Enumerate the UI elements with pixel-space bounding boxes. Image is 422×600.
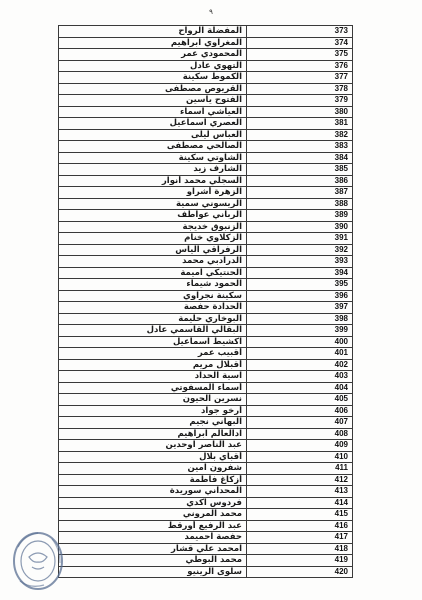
table-row: [59, 233, 353, 245]
row-number-cell: 376: [247, 60, 353, 72]
row-number-cell: 403: [247, 371, 353, 383]
row-number-cell: 402: [247, 359, 353, 371]
row-number-cell: 380: [247, 106, 353, 118]
roster-body: [59, 26, 353, 578]
table-row: [59, 290, 353, 302]
table-row: [59, 313, 353, 325]
table-row: [59, 129, 353, 141]
table-row: [59, 440, 353, 452]
row-number-cell: 413: [247, 486, 353, 498]
row-number-cell: 391: [247, 233, 353, 245]
row-number-cell: 394: [247, 267, 353, 279]
table-row: [59, 486, 353, 498]
row-number-cell: 396: [247, 290, 353, 302]
table-row: [59, 244, 353, 256]
table-row: [59, 26, 353, 38]
person-name-cell: الزكلاوي خنام: [59, 233, 247, 245]
person-name-cell: أقبيب عمر: [59, 348, 247, 360]
person-name-cell: اسية الحداد: [59, 371, 247, 383]
person-name-cell: السجلي محمد أنوار: [59, 175, 247, 187]
row-number-cell: 411: [247, 463, 353, 475]
row-number-cell: 378: [247, 83, 353, 95]
table-row: [59, 463, 353, 475]
table-row: [59, 141, 353, 153]
person-name-cell: محمد المروني: [59, 509, 247, 521]
table-row: [59, 566, 353, 578]
person-name-cell: أقبلال مريم: [59, 359, 247, 371]
person-name-cell: ادالعالم ابراهيم: [59, 428, 247, 440]
person-name-cell: الحنتيكي اميمة: [59, 267, 247, 279]
person-name-cell: الصالحي مصطفى: [59, 141, 247, 153]
person-name-cell: محمد البوطي: [59, 555, 247, 567]
row-number-cell: 399: [247, 325, 353, 337]
person-name-cell: العياشي اسماء: [59, 106, 247, 118]
row-number-cell: 395: [247, 279, 353, 291]
row-number-cell: 389: [247, 210, 353, 222]
person-name-cell: شفرون امين: [59, 463, 247, 475]
row-number-cell: 416: [247, 520, 353, 532]
row-number-cell: 384: [247, 152, 353, 164]
table-row: [59, 405, 353, 417]
row-number-cell: 392: [247, 244, 353, 256]
person-name-cell: الرباني عواطف: [59, 210, 247, 222]
person-name-cell: الزنبوق خديجة: [59, 221, 247, 233]
table-row: [59, 543, 353, 555]
person-name-cell: الريسوني سمية: [59, 198, 247, 210]
person-name-cell: الشاوتي سكينة: [59, 152, 247, 164]
table-row: [59, 325, 353, 337]
row-number-cell: 401: [247, 348, 353, 360]
row-number-cell: 400: [247, 336, 353, 348]
row-number-cell: 420: [247, 566, 353, 578]
table-row: [59, 175, 353, 187]
person-name-cell: أسماء المسفوتي: [59, 382, 247, 394]
official-stamp-icon: [8, 527, 66, 593]
person-name-cell: الكموط سكينة: [59, 72, 247, 84]
table-row: [59, 60, 353, 72]
table-row: [59, 555, 353, 567]
person-name-cell: المفضلة الرواح: [59, 26, 247, 38]
row-number-cell: 383: [247, 141, 353, 153]
table-row: [59, 302, 353, 314]
person-name-cell: عبد الناصر اوحدين: [59, 440, 247, 452]
row-number-cell: 373: [247, 26, 353, 38]
table-row: [59, 336, 353, 348]
table-row: [59, 49, 353, 61]
row-number-cell: 407: [247, 417, 353, 429]
person-name-cell: سلوى الرينيو: [59, 566, 247, 578]
table-row: [59, 497, 353, 509]
table-row: [59, 210, 353, 222]
person-name-cell: الحدادة حفصة: [59, 302, 247, 314]
table-row: [59, 359, 353, 371]
table-row: [59, 198, 353, 210]
row-number-cell: 410: [247, 451, 353, 463]
row-number-cell: 419: [247, 555, 353, 567]
row-number-cell: 417: [247, 532, 353, 544]
person-name-cell: أزكاغ فاطمة: [59, 474, 247, 486]
table-row: [59, 382, 353, 394]
row-number-cell: 409: [247, 440, 353, 452]
table-row: [59, 474, 353, 486]
person-name-cell: حفصة احميمد: [59, 532, 247, 544]
table-row: [59, 83, 353, 95]
table-row: [59, 279, 353, 291]
person-name-cell: امحمد علي قشار: [59, 543, 247, 555]
row-number-cell: 405: [247, 394, 353, 406]
row-number-cell: 387: [247, 187, 353, 199]
table-row: [59, 371, 353, 383]
table-row: [59, 118, 353, 130]
row-number-cell: 386: [247, 175, 353, 187]
person-name-cell: القريوص مصطفى: [59, 83, 247, 95]
row-number-cell: 382: [247, 129, 353, 141]
row-number-cell: 374: [247, 37, 353, 49]
row-number-cell: 406: [247, 405, 353, 417]
person-name-cell: أقباي بلال: [59, 451, 247, 463]
person-name-cell: اكشيط اسماعيل: [59, 336, 247, 348]
row-number-cell: 385: [247, 164, 353, 176]
table-row: [59, 221, 353, 233]
person-name-cell: فردوس اكدي: [59, 497, 247, 509]
person-name-cell: المغراوي ابراهيم: [59, 37, 247, 49]
person-name-cell: العصري اسماعيل: [59, 118, 247, 130]
table-row: [59, 520, 353, 532]
table-row: [59, 451, 353, 463]
row-number-cell: 381: [247, 118, 353, 130]
row-number-cell: 379: [247, 95, 353, 107]
row-number-cell: 388: [247, 198, 353, 210]
person-name-cell: البهاني نجيم: [59, 417, 247, 429]
table-row: [59, 348, 353, 360]
person-name-cell: البوخاري حليمة: [59, 313, 247, 325]
row-number-cell: 412: [247, 474, 353, 486]
row-number-cell: 404: [247, 382, 353, 394]
table-row: [59, 417, 353, 429]
table-row: [59, 532, 353, 544]
person-name-cell: سكينة نجراوي: [59, 290, 247, 302]
table-row: [59, 428, 353, 440]
person-name-cell: العباس ليلى: [59, 129, 247, 141]
person-name-cell: الدرادبي محمد: [59, 256, 247, 268]
table-row: [59, 267, 353, 279]
roster-table: [58, 25, 353, 578]
person-name-cell: نسرين الحيون: [59, 394, 247, 406]
row-number-cell: 377: [247, 72, 353, 84]
table-row: [59, 164, 353, 176]
row-number-cell: 414: [247, 497, 353, 509]
table-row: [59, 256, 353, 268]
row-number-cell: 408: [247, 428, 353, 440]
person-name-cell: أرخو جواد: [59, 405, 247, 417]
page-number: ٩: [209, 8, 213, 16]
table-row: [59, 37, 353, 49]
person-name-cell: الرفراقي الياس: [59, 244, 247, 256]
person-name-cell: الحمود شيماء: [59, 279, 247, 291]
person-name-cell: عبد الرفيع أورقط: [59, 520, 247, 532]
row-number-cell: 397: [247, 302, 353, 314]
person-name-cell: البقالي القاسمي عادل: [59, 325, 247, 337]
row-number-cell: 415: [247, 509, 353, 521]
person-name-cell: المحمودي عمر: [59, 49, 247, 61]
person-name-cell: الشارف زيد: [59, 164, 247, 176]
table-row: [59, 509, 353, 521]
table-row: [59, 152, 353, 164]
row-number-cell: 390: [247, 221, 353, 233]
row-number-cell: 398: [247, 313, 353, 325]
row-number-cell: 418: [247, 543, 353, 555]
table-row: [59, 394, 353, 406]
person-name-cell: الزهرة أشراو: [59, 187, 247, 199]
table-row: [59, 72, 353, 84]
person-name-cell: المحداني سوريدة: [59, 486, 247, 498]
table-row: [59, 95, 353, 107]
table-row: [59, 187, 353, 199]
row-number-cell: 375: [247, 49, 353, 61]
table-row: [59, 106, 353, 118]
person-name-cell: الفتوح ياسين: [59, 95, 247, 107]
row-number-cell: 393: [247, 256, 353, 268]
person-name-cell: التهوي عادل: [59, 60, 247, 72]
